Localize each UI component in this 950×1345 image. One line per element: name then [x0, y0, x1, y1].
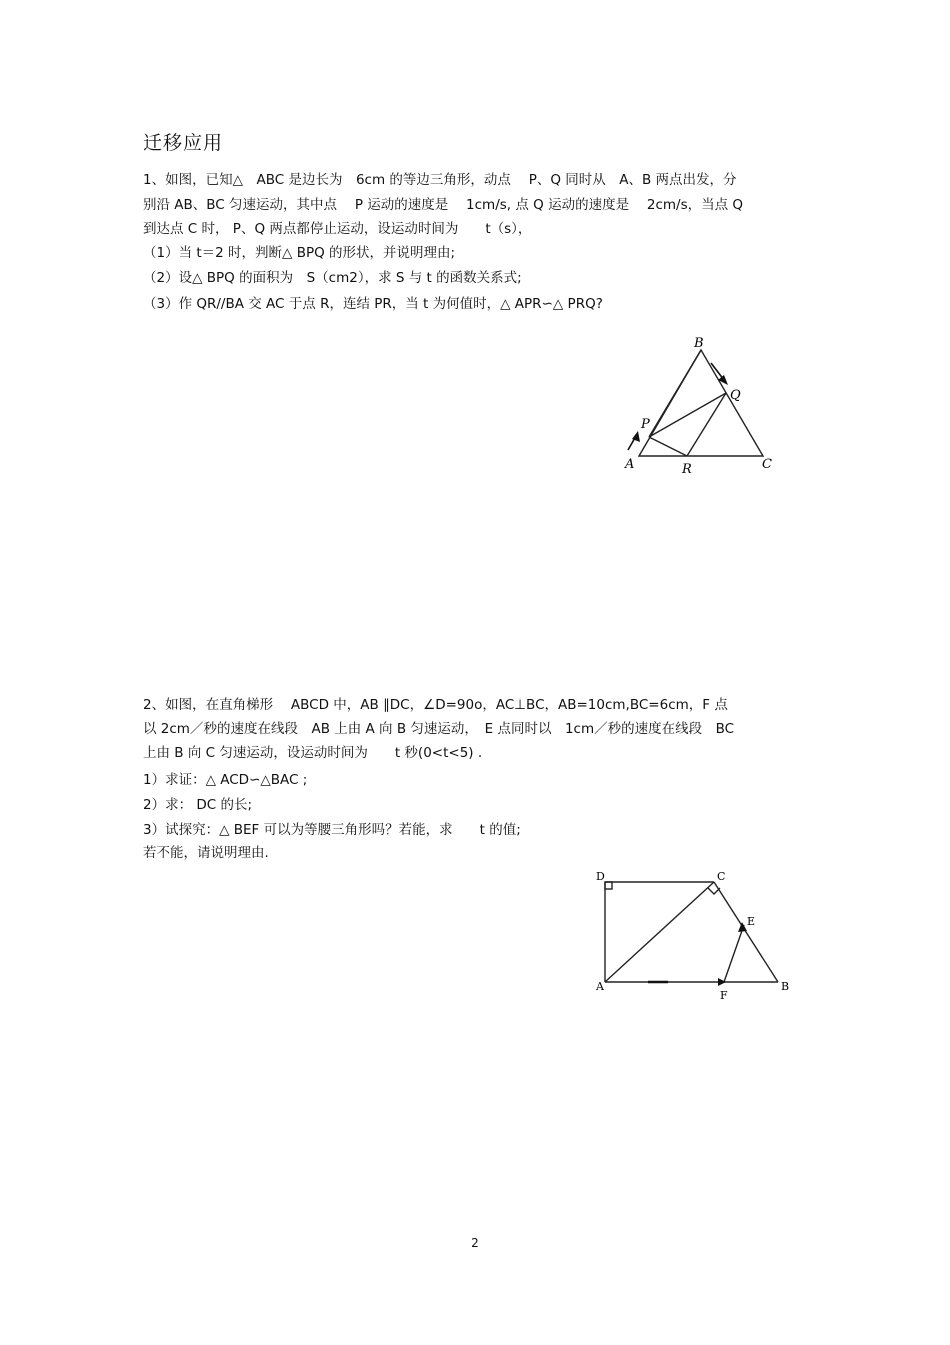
problem2-line-6: 3）试探究：△ BEF 可以为等腰三角形吗？若能，求 t 的值; — [143, 822, 521, 838]
label-e: E — [747, 915, 756, 928]
label-a: A — [596, 980, 604, 993]
problem2-figure — [590, 865, 795, 1005]
segment-qr — [687, 393, 726, 456]
arrow-e-icon — [738, 922, 747, 932]
problem1-line-1: 1、如图，已知△ ABC 是边长为 6cm 的等边三角形，动点 P、Q 同时从 A、B 两点出发，分 — [143, 172, 737, 188]
problem1-line-6: （3）作 QR//BA 交 AC 于点 R，连结 PR，当 t 为何值时，△ APR∽△ PRQ? — [143, 296, 603, 312]
label-q: Q — [730, 388, 741, 403]
problem2-line-4: 1）求证：△ ACD∽△BAC ; — [143, 772, 308, 788]
right-angle-d-icon — [605, 882, 612, 889]
segment-bp — [649, 350, 701, 437]
label-b: B — [781, 980, 790, 993]
label-c: C — [717, 870, 726, 883]
label-d: D — [596, 870, 605, 883]
problem1-line-4: （1）当 t＝2 时，判断△ BPQ 的形状，并说明理由; — [143, 245, 456, 261]
problem2-line-1: 2、如图，在直角梯形 ABCD 中，AB ∥DC，∠D=90o，AC⊥BC，AB=10cm,BC=6cm，F 点 — [143, 697, 728, 713]
problem2-line-7: 若不能，请说明理由. — [143, 845, 269, 861]
right-angle-c-icon — [708, 888, 720, 894]
segment-pq — [649, 393, 726, 437]
problem1-line-5: （2）设△ BPQ 的面积为 S（cm2），求 S 与 t 的函数关系式; — [143, 270, 522, 286]
page-number: 2 — [471, 1236, 479, 1250]
section-title: 迁移应用 — [143, 132, 224, 154]
arrow-p-icon — [628, 431, 640, 450]
segment-pr — [649, 437, 687, 456]
problem2-line-5: 2）求： DC 的长; — [143, 797, 253, 813]
problem1-figure — [615, 330, 785, 480]
label-p: P — [641, 417, 650, 432]
label-f: F — [720, 989, 728, 1002]
label-c: C — [762, 457, 772, 472]
segment-ac — [605, 882, 714, 982]
triangle-abc — [639, 350, 763, 456]
problem1-line-3: 到达点 C 时， P、Q 两点都停止运动，设运动时间为 t（s）， — [143, 221, 532, 237]
segment-fe — [724, 925, 744, 982]
label-a: A — [625, 457, 635, 472]
problem2-line-2: 以 2cm／秒的速度在线段 AB 上由 A 向 B 匀速运动， E 点同时以 1cm／秒的速度在线段 BC — [143, 721, 735, 737]
problem1-line-2: 别沿 AB、BC 匀速运动，其中点 P 运动的速度是 1cm/s, 点 Q 运动的速度是 2cm/s，当点 Q — [143, 197, 744, 213]
label-b: B — [694, 336, 704, 351]
label-r: R — [682, 462, 692, 477]
segment-cb — [714, 882, 778, 982]
problem2-line-3: 上由 B 向 C 匀速运动，设运动时间为 t 秒(0<t<5) . — [143, 745, 483, 761]
